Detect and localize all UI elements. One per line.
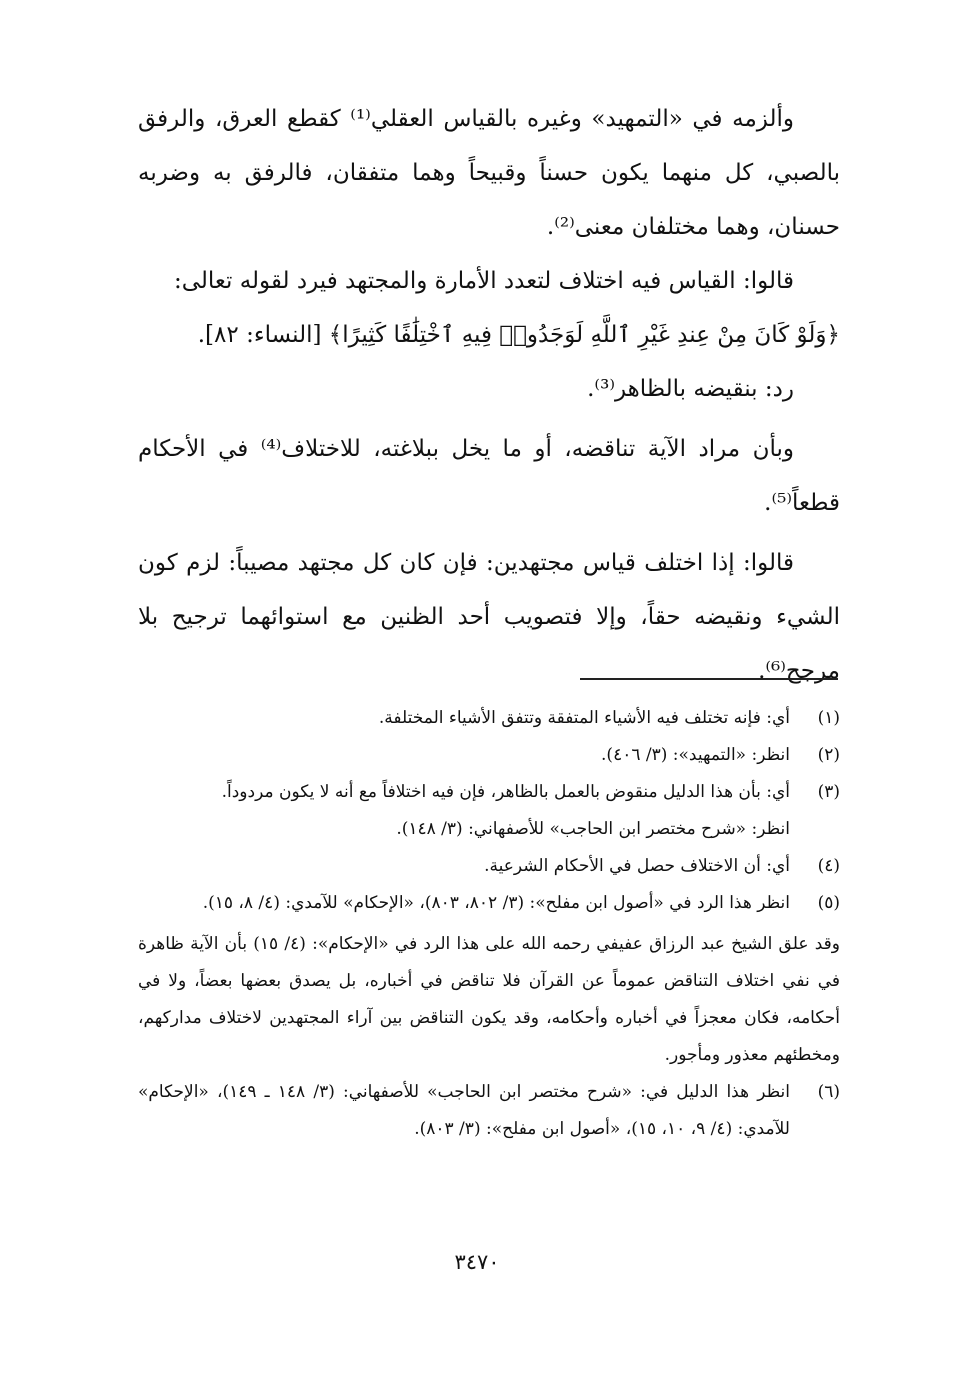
footnote-6: [138, 1074, 840, 1148]
footnote-number: (٥): [817, 893, 840, 913]
footnote-text: انظر: «التمهيد»: (٣/ ٤٠٦).: [601, 745, 790, 765]
footnote-text: انظر هذا الدليل في: «شرح مختصر ابن الحاجب» للأصفهاني: (٣/ ١٤٨ ـ ١٤٩)، «الإحكام» للآمدي: (٤/ ٩، ١٠، ١٥)، «أصول ابن مفلح»: (٣/ ٨٠٣).: [138, 1082, 790, 1139]
footnote-text-line: أي: بأن هذا الدليل منقوض بالعمل بالظاهر، فإن فيه اختلافاً مع أنه لا يكون مردوداً.: [221, 782, 790, 802]
footnote-text-line: انظر: «شرح مختصر ابن الحاجب» للأصفهاني: (٣/ ١٤٨).: [396, 819, 790, 839]
footnote-text: [138, 774, 790, 848]
footnote-divider: [580, 678, 838, 680]
footnote-number: (١): [817, 708, 840, 728]
paragraph-1: وألزمه في «التمهيد» وغيره بالقياس العقلي⁽¹⁾ كقطع العرق، والرفق بالصبي، كل منهما يكون حسناً وقبيحاً وهما متفقان، فالرفق به وضربه حسنان، وهما مختلفان معنى⁽²⁾.: [138, 106, 840, 240]
footnote-number: (٦): [817, 1082, 840, 1102]
paragraph-4: وبأن مراد الآية تناقضه، أو ما يخل ببلاغته، للاختلاف⁽⁴⁾ في الأحكام قطعاً⁽⁵⁾.: [138, 436, 840, 516]
paragraph-5: قالوا: إذا اختلف قياس مجتهدين: فإن كان كل مجتهد مصيباً: لزم كون الشيء ونقيضه حقاً، وإلا فتصويب أحد الظنين مع استوائهما ترجيح بلا مرجح⁽⁶⁾.: [138, 550, 840, 684]
footnote-1: [138, 700, 840, 737]
footnote-text: أي: فإنه تختلف فيه الأشياء المتفقة وتتفق الأشياء المختلفة.: [378, 708, 790, 728]
footnote-4: [138, 848, 840, 885]
page-number: ٣٤٧٠: [454, 1250, 500, 1274]
quran-verse: ﴿وَلَوْ كَانَ مِنْ عِندِ غَيْرِ ٱللَّهِ لَوَجَدُوا۟ فِيهِ ٱخْتِلَٰفًا كَثِيرًا﴾ [النساء: ٨٢].: [197, 322, 840, 348]
footnote-number: (٢): [817, 745, 840, 765]
footnotes: [138, 700, 840, 1148]
footnote-2: [138, 737, 840, 774]
paragraph-2: قالوا: القياس فيه اختلاف لتعدد الأمارة والمجتهد فيرد لقوله تعالى:: [173, 268, 794, 294]
footnote-3: [138, 774, 840, 848]
footnote-number: (٣): [817, 782, 840, 802]
footnote-5-commentary: وقد علق الشيخ عبد الرزاق عفيفي رحمه الله على هذا الرد في «الإحكام»: (٤/ ١٥) بأن الآية ظاهرة في نفي اختلاف التناقض عموماً عن القرآن فلا تناقض في أخباره، بل يصدق بعضها بعضاً، ولا في أحكامه، فكان معجزاً في أخباره وأحكامه، وقد يكون التناقض بين آراء المجتهدين لاختلاف مداركهم، ومخطئهم معذور ومأجور.: [138, 934, 840, 1065]
footnote-5: [138, 885, 840, 922]
paragraph-3: رد: بنقيضه بالظاهر⁽³⁾.: [587, 376, 794, 402]
main-text: [138, 92, 840, 698]
footnote-text: أي: أن الاختلاف حصل في الأحكام الشرعية.: [484, 856, 790, 876]
footnote-number: (٤): [817, 856, 840, 876]
footnote-text: انظر هذا الرد في «أصول ابن مفلح»: (٣/ ٨٠٢، ٨٠٣)، «الإحكام» للآمدي: (٤/ ٨، ١٥).: [202, 893, 790, 913]
